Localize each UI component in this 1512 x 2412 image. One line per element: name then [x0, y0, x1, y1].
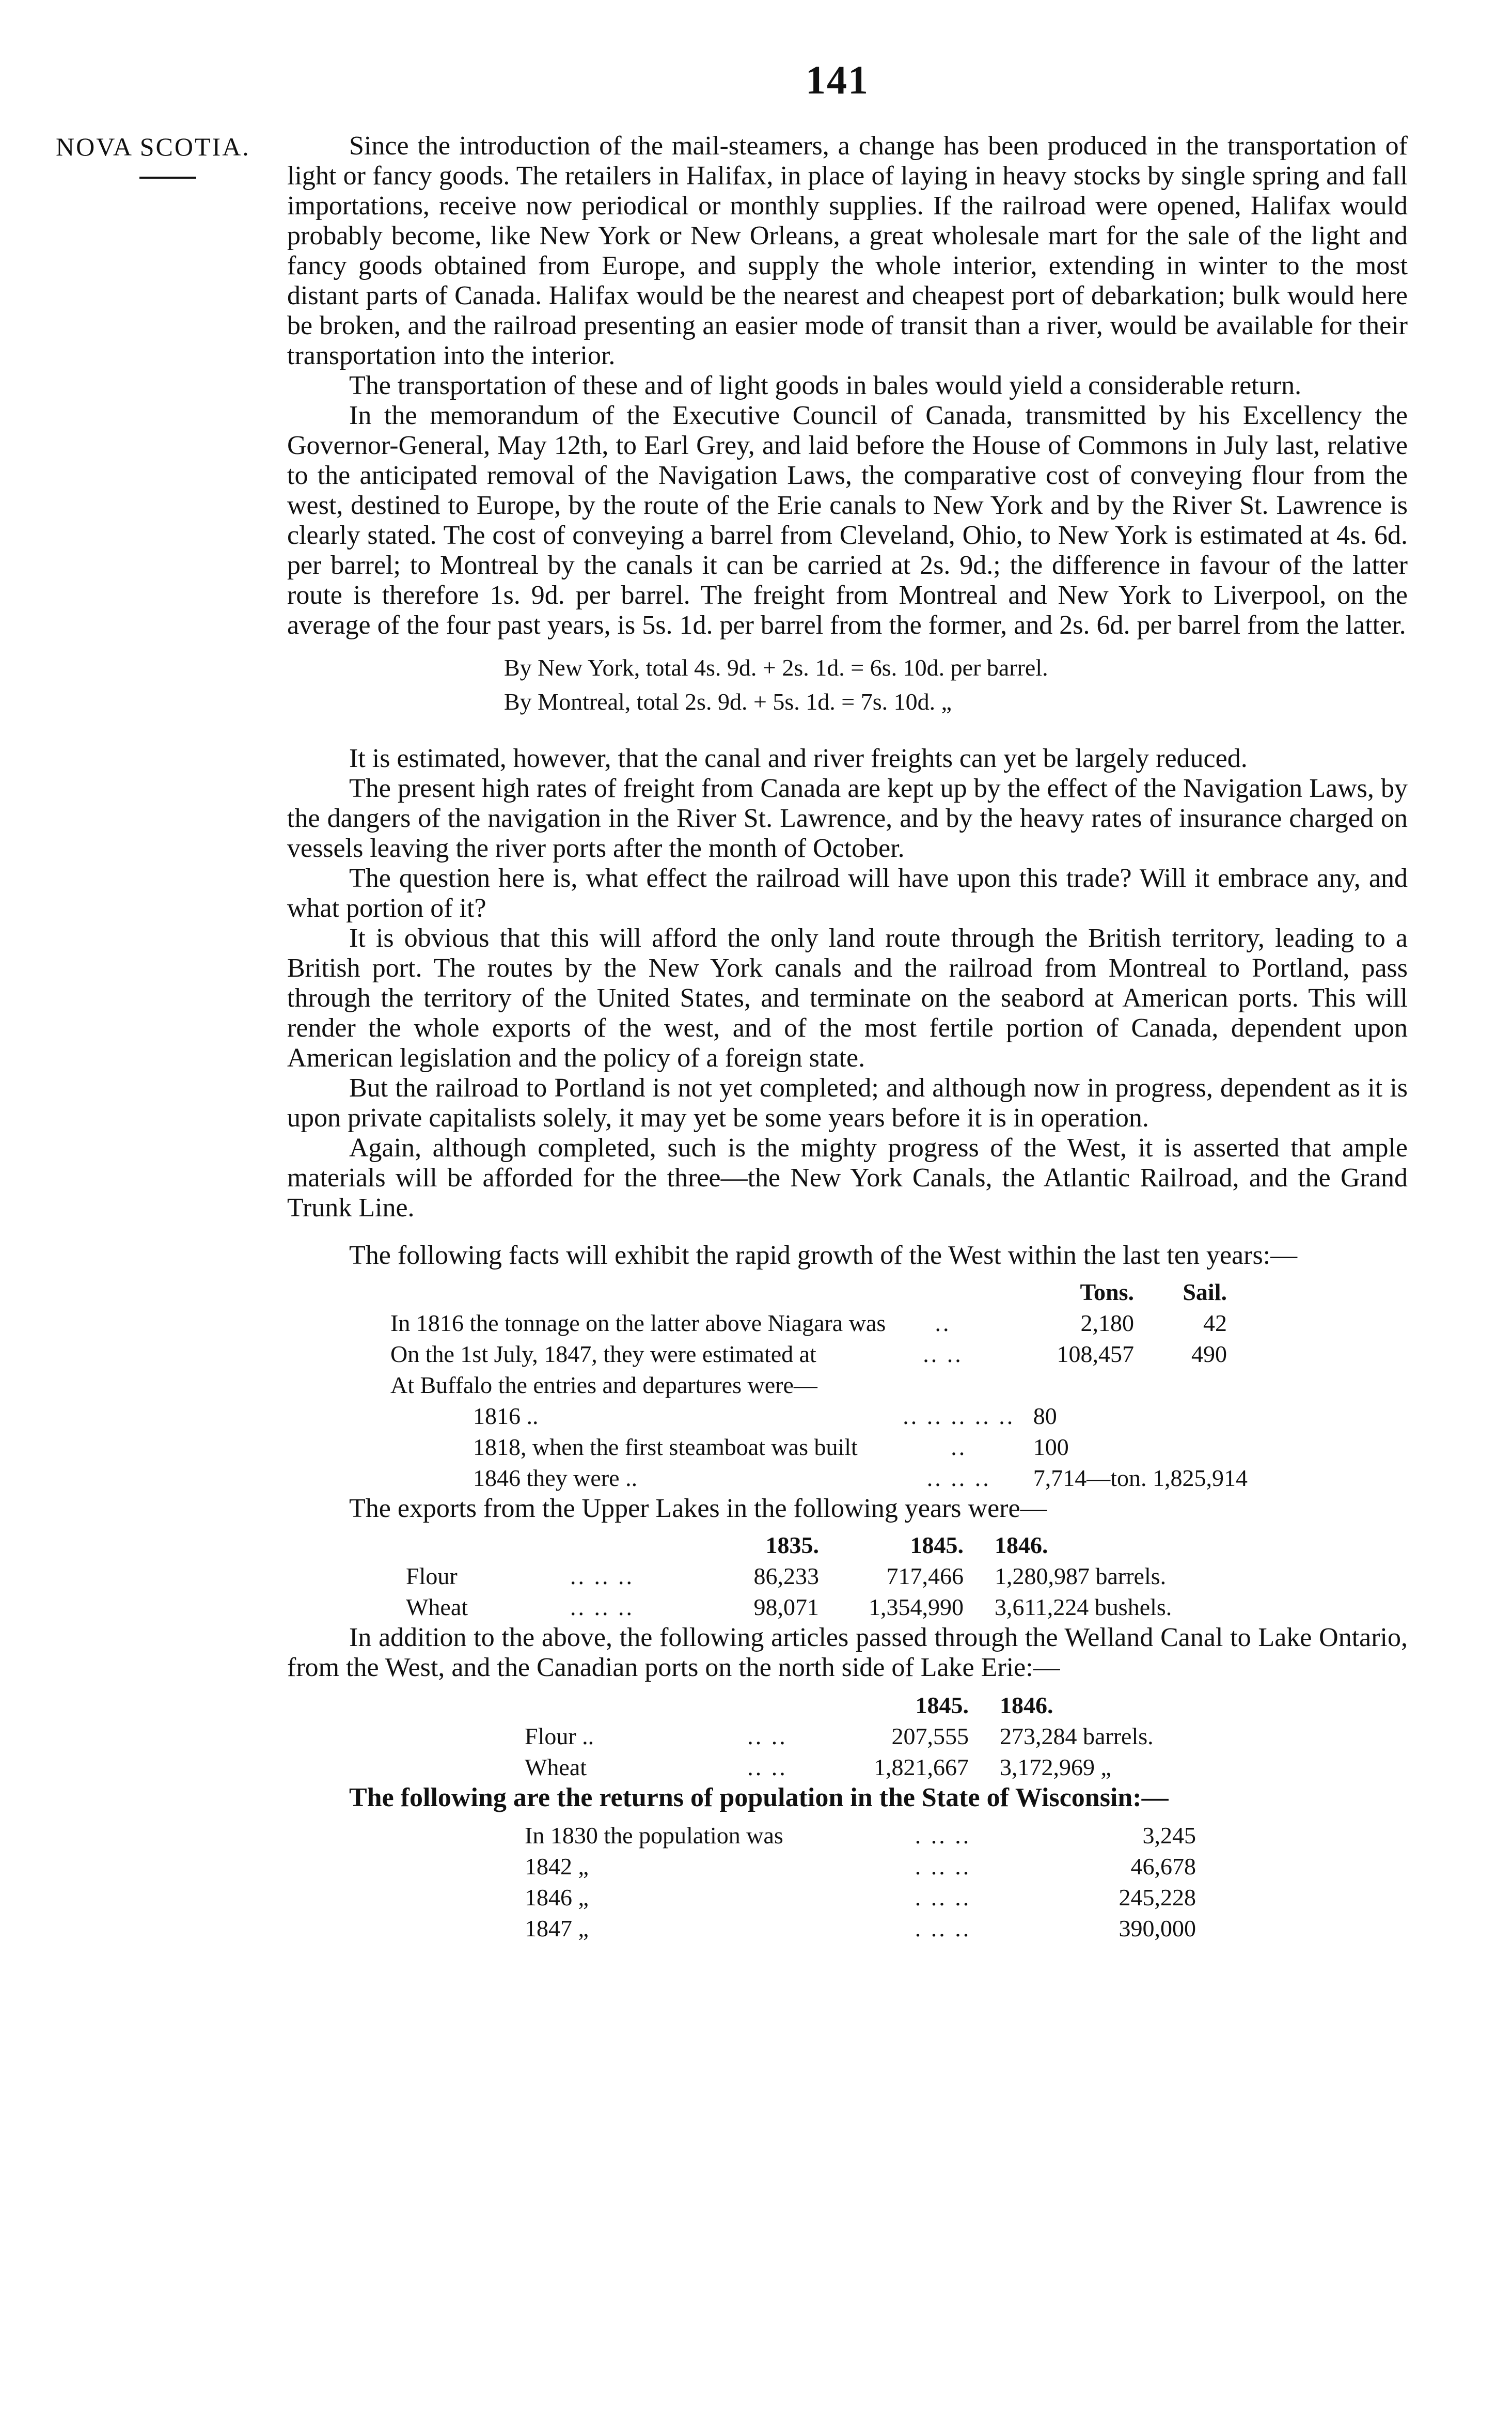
main-text-column: [287, 131, 1408, 1944]
paragraph-growth-intro: The following facts will exhibit the rapid growth of the West within the last ten years:—: [349, 1241, 1298, 1270]
margin-heading: NOVA SCOTIA.: [56, 132, 250, 161]
table-row: Wheat .. .. 1,821,667 3,172,969 „: [525, 1754, 1111, 1780]
paragraph-land-route: It is obvious that this will afford the only land route through the British territory, leading to a British port. The routes by the New York canals and the railroad from Montreal to Portland, pass through the territory of the United States, and terminate on the seabord at American ports. This will render the whole exports of the west, and of the most fertile portion of Canada, dependent upon American legislation and the policy of a foreign state.: [287, 923, 1408, 1073]
paragraph-high-rates: The present high rates of freight from Canada are kept up by the effect of the Navigation Laws, by the dangers of the navigation in the River St. Lawrence, and by the heavy rates of insurance charged on vessels leaving the river ports after the month of October.: [287, 774, 1408, 863]
table-row: On the 1st July, 1847, they were estimated at .. .. 108,457 490: [390, 1341, 1227, 1367]
table-row: Wheat .. .. .. 98,071 1,354,990 3,611,224 bushels.: [406, 1594, 1172, 1620]
exports-intro: The exports from the Upper Lakes in the following years were—: [349, 1494, 1047, 1523]
formula-montreal: By Montreal, total 2s. 9d. + 5s. 1d. = 7s. 10d. „: [504, 688, 952, 715]
population-intro: The following are the returns of population in the State of Wisconsin:—: [349, 1783, 1169, 1812]
exports-table: 1835. 1845. 1846. Flour .. .. .. 86,233 717,466 1,280,987 barrels. Wheat .. .. .. 98,071 1,354,990 3,611,224 bushels.: [406, 1530, 1191, 1623]
table-row: 1818, when the first steamboat was built .. 100: [473, 1434, 1069, 1460]
paragraph-mail-steamers: Since the introduction of the mail-steamers, a change has been produced in the transportation of light or fancy goods. The retailers in Halifax, in place of laying in heavy stocks by single spring and fall importations, receive now periodical or monthly supplies. If the railroad were opened, Halifax would probably become, like New York or New Orleans, a great wholesale mart for the sale of the light and fancy goods obtained from Europe, and supply the whole interior, extending in winter to the most distant parts of Canada. Halifax would be the nearest and cheapest port of debarkation; bulk would here be broken, and the railroad presenting an easier mode of transit than a river, would be available for their transportation into the interior.: [287, 131, 1408, 370]
table-row: Flour .. .. .. 86,233 717,466 1,280,987 barrels.: [406, 1563, 1167, 1589]
table-row: Flour .. .. .. 207,555 273,284 barrels.: [525, 1723, 1154, 1749]
paragraph-portland: But the railroad to Portland is not yet completed; and although now in progress, dependent as it is upon private capitalists solely, it may yet be some years before it is in operation.: [287, 1073, 1408, 1133]
column-header-tons: Tons.: [1080, 1279, 1134, 1305]
population-table: [525, 1820, 1196, 1944]
paragraph-canal-freights: It is estimated, however, that the canal and river freights can yet be largely reduced.: [349, 744, 1248, 773]
paragraph-question: The question here is, what effect the railroad will have upon this trade? Will it embrace any, and what portion of it?: [287, 864, 1408, 923]
table-row: 1847 „ . .. .. 390,000: [525, 1915, 1196, 1941]
margin-heading-rule: [139, 177, 196, 179]
page-number: 141: [806, 57, 869, 102]
paragraph-progress-west: Again, although completed, such is the mighty progress of the West, it is asserted that ample materials will be afforded for the three—the New York Canals, the Atlantic Railroad, and the Grand Trunk Line.: [287, 1133, 1408, 1223]
freight-formula: [504, 651, 1408, 719]
table-row: At Buffalo the entries and departures were—: [390, 1372, 817, 1398]
table-row: 1816 .. .. .. .. .. .. 80: [473, 1403, 1057, 1429]
column-header-sail: Sail.: [1183, 1279, 1227, 1305]
welland-canal-table: 1845. 1846. Flour .. .. .. 207,555 273,284 barrels. Wheat .. .. 1,821,667 3,172,969 „: [525, 1690, 1206, 1783]
formula-new-york: By New York, total 4s. 9d. + 2s. 1d. = 6s. 10d. per barrel.: [504, 654, 1048, 681]
addition-intro: In addition to the above, the following articles passed through the Welland Canal to Lake Ontario, from the West, and the Canadian ports on the north side of Lake Erie:—: [287, 1623, 1408, 1682]
table-row: 1846 they were .. .. .. .. 7,714—ton. 1,825,914: [473, 1465, 1248, 1491]
table-row: 1846 „ . .. .. 245,228: [525, 1884, 1196, 1910]
table-row: In 1830 the population was . .. .. 3,245: [525, 1822, 1196, 1849]
paragraph-light-goods: The transportation of these and of light goods in bales would yield a considerable return.: [349, 371, 1302, 400]
table-row: 1842 „ . .. .. 46,678: [525, 1853, 1196, 1880]
table-row: In 1816 the tonnage on the latter above Niagara was .. 2,180 42: [390, 1310, 1227, 1336]
growth-table: [390, 1277, 1310, 1494]
paragraph-executive-council: In the memorandum of the Executive Council of Canada, transmitted by his Excellency the Governor-General, May 12th, to Earl Grey, and laid before the House of Commons in July last, relative to the anticipated removal of the Navigation Laws, the comparative cost of conveying flour from the west, destined to Europe, by the route of the Erie canals to New York and by the River St. Lawrence is clearly stated. The cost of conveying a barrel from Cleveland, Ohio, to New York is estimated at 4s. 6d. per barrel; to Montreal by the canals it can be carried at 2s. 9d.; the difference in favour of the latter route is therefore 1s. 9d. per barrel. The freight from Montreal and New York to Liverpool, on the average of the four past years, is 5s. 1d. per barrel from the former, and 2s. 6d. per barrel from the latter.: [287, 401, 1408, 640]
